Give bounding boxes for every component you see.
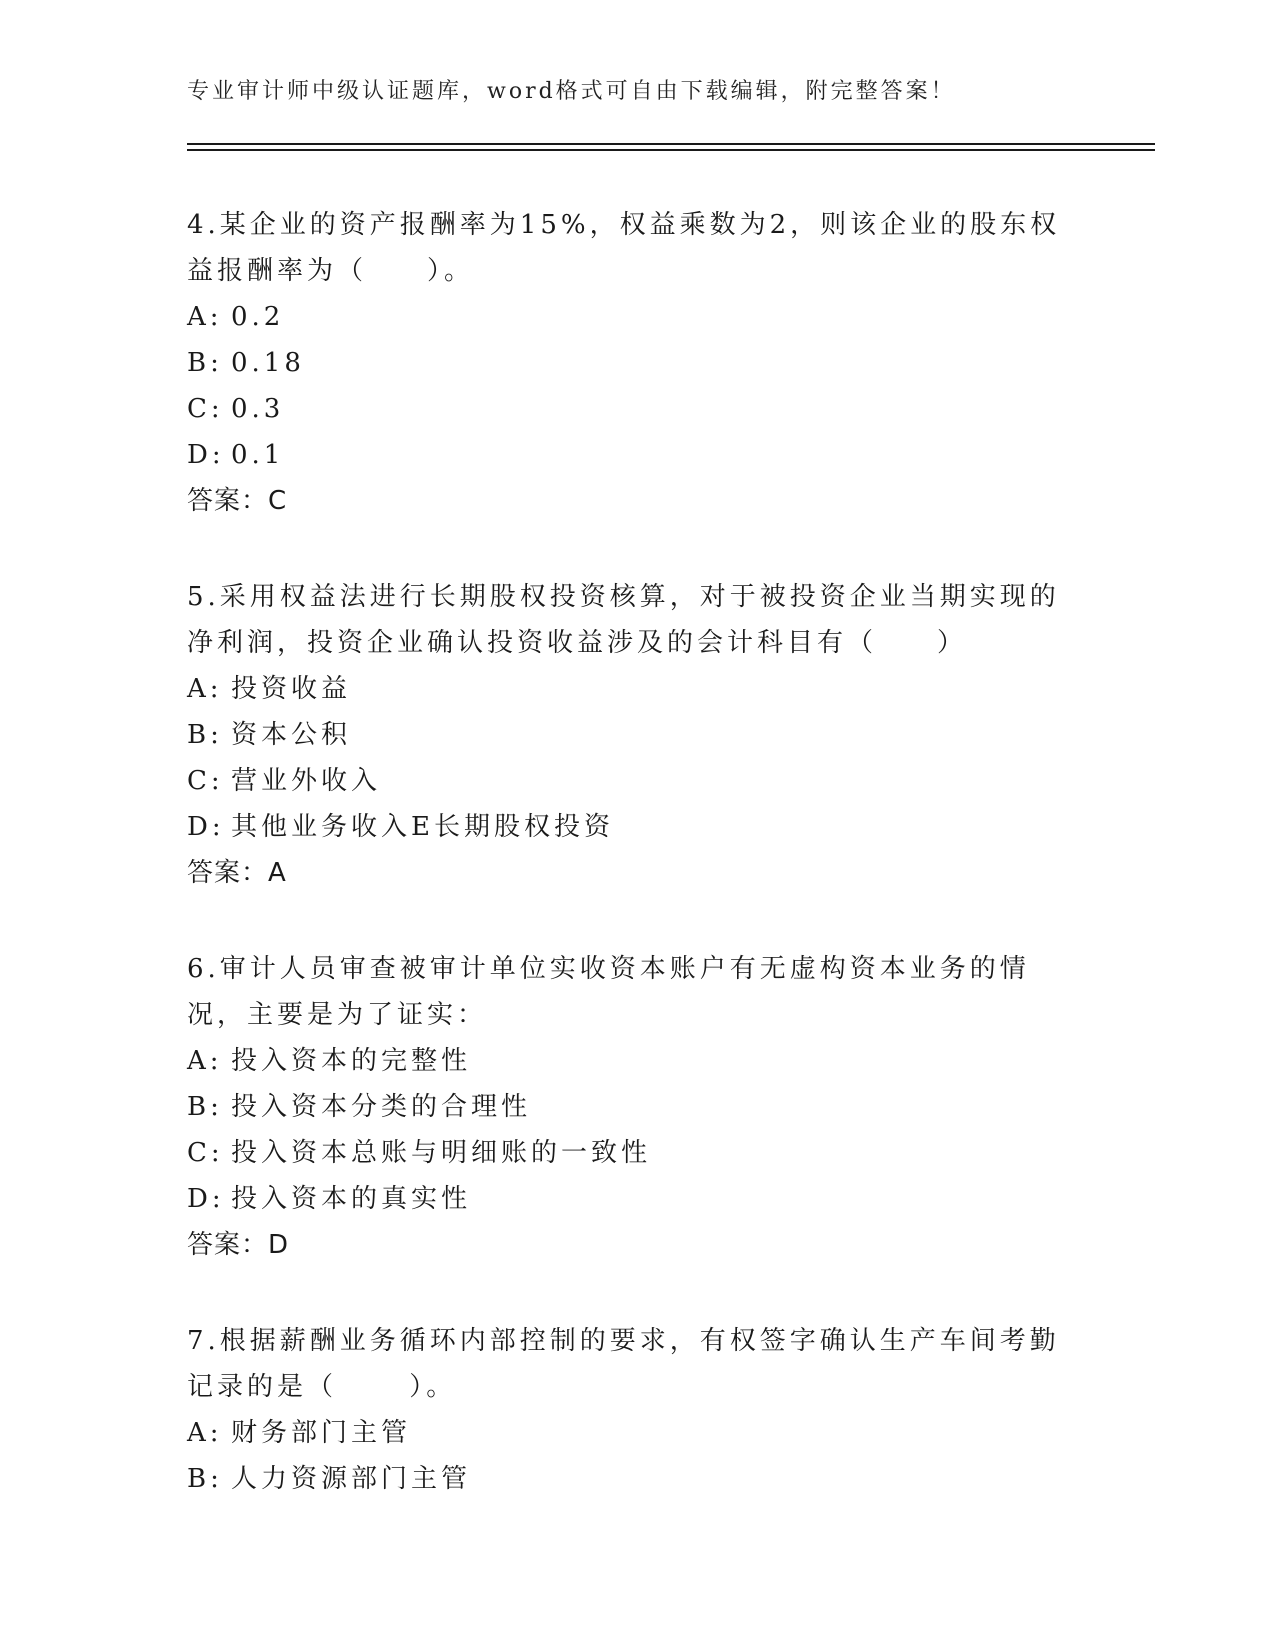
question-6 — [187, 946, 1087, 1268]
header-rule-bottom — [187, 149, 1155, 151]
option-key: A: — [187, 1418, 223, 1448]
option-text: 投入资本总账与明细账的一致性 — [231, 1138, 652, 1168]
option-text: 投入资本的完整性 — [231, 1046, 472, 1076]
option-text: 营业外收入 — [231, 766, 382, 796]
answer: 答案：A — [187, 858, 287, 888]
option-b — [187, 712, 1087, 758]
option-c — [187, 758, 1087, 804]
option-key: D: — [187, 1184, 225, 1214]
option-key: C: — [187, 766, 224, 796]
option-key: B: — [187, 348, 223, 378]
option-key: A: — [187, 1046, 223, 1076]
option-key: A: — [187, 302, 223, 332]
option-text: 人力资源部门主管 — [231, 1464, 472, 1494]
option-text: 其他业务收入E长期股权投资 — [231, 812, 614, 842]
option-c — [187, 386, 1087, 432]
option-text: 投入资本的真实性 — [231, 1184, 472, 1214]
question-4 — [187, 202, 1087, 524]
page-header: 专业审计师中级认证题库，word格式可自由下载编辑，附完整答案！ — [187, 79, 956, 104]
question-5 — [187, 574, 1087, 896]
header-rule-top — [187, 143, 1155, 145]
option-d — [187, 804, 1087, 850]
option-key: B: — [187, 1092, 223, 1122]
option-b — [187, 1456, 1087, 1502]
option-text: 0.2 — [231, 302, 285, 332]
option-text: 投资收益 — [231, 674, 352, 704]
option-c — [187, 1130, 1087, 1176]
answer: 答案：D — [187, 1230, 290, 1260]
answer: 答案：C — [187, 486, 288, 516]
option-d — [187, 1176, 1087, 1222]
option-text: 财务部门主管 — [231, 1418, 412, 1448]
question-text: 5.采用权益法进行长期股权投资核算，对于被投资企业当期实现的净利润，投资企业确认投资收益涉及的会计科目有（ ） — [187, 582, 1060, 658]
option-a — [187, 1038, 1087, 1084]
question-text: 4.某企业的资产报酬率为15%，权益乘数为2，则该企业的股东权益报酬率为（ ）。 — [187, 210, 1061, 286]
option-text: 0.3 — [231, 394, 285, 424]
option-b — [187, 340, 1087, 386]
option-key: A: — [187, 674, 223, 704]
option-b — [187, 1084, 1087, 1130]
option-text: 资本公积 — [231, 720, 352, 750]
question-text: 7.根据薪酬业务循环内部控制的要求，有权签字确认生产车间考勤记录的是（ ）。 — [187, 1326, 1060, 1402]
option-key: C: — [187, 1138, 224, 1168]
option-a — [187, 1410, 1087, 1456]
option-key: B: — [187, 720, 223, 750]
option-a — [187, 294, 1087, 340]
option-text: 投入资本分类的合理性 — [231, 1092, 532, 1122]
question-list — [187, 202, 1087, 1552]
option-key: D: — [187, 812, 225, 842]
option-text: 0.1 — [231, 440, 285, 470]
option-text: 0.18 — [231, 348, 305, 378]
option-key: B: — [187, 1464, 223, 1494]
option-key: D: — [187, 440, 225, 470]
option-d — [187, 432, 1087, 478]
option-key: C: — [187, 394, 224, 424]
question-7 — [187, 1318, 1087, 1502]
question-text: 6.审计人员审查被审计单位实收资本账户有无虚构资本业务的情况，主要是为了证实： — [187, 954, 1030, 1030]
option-a — [187, 666, 1087, 712]
